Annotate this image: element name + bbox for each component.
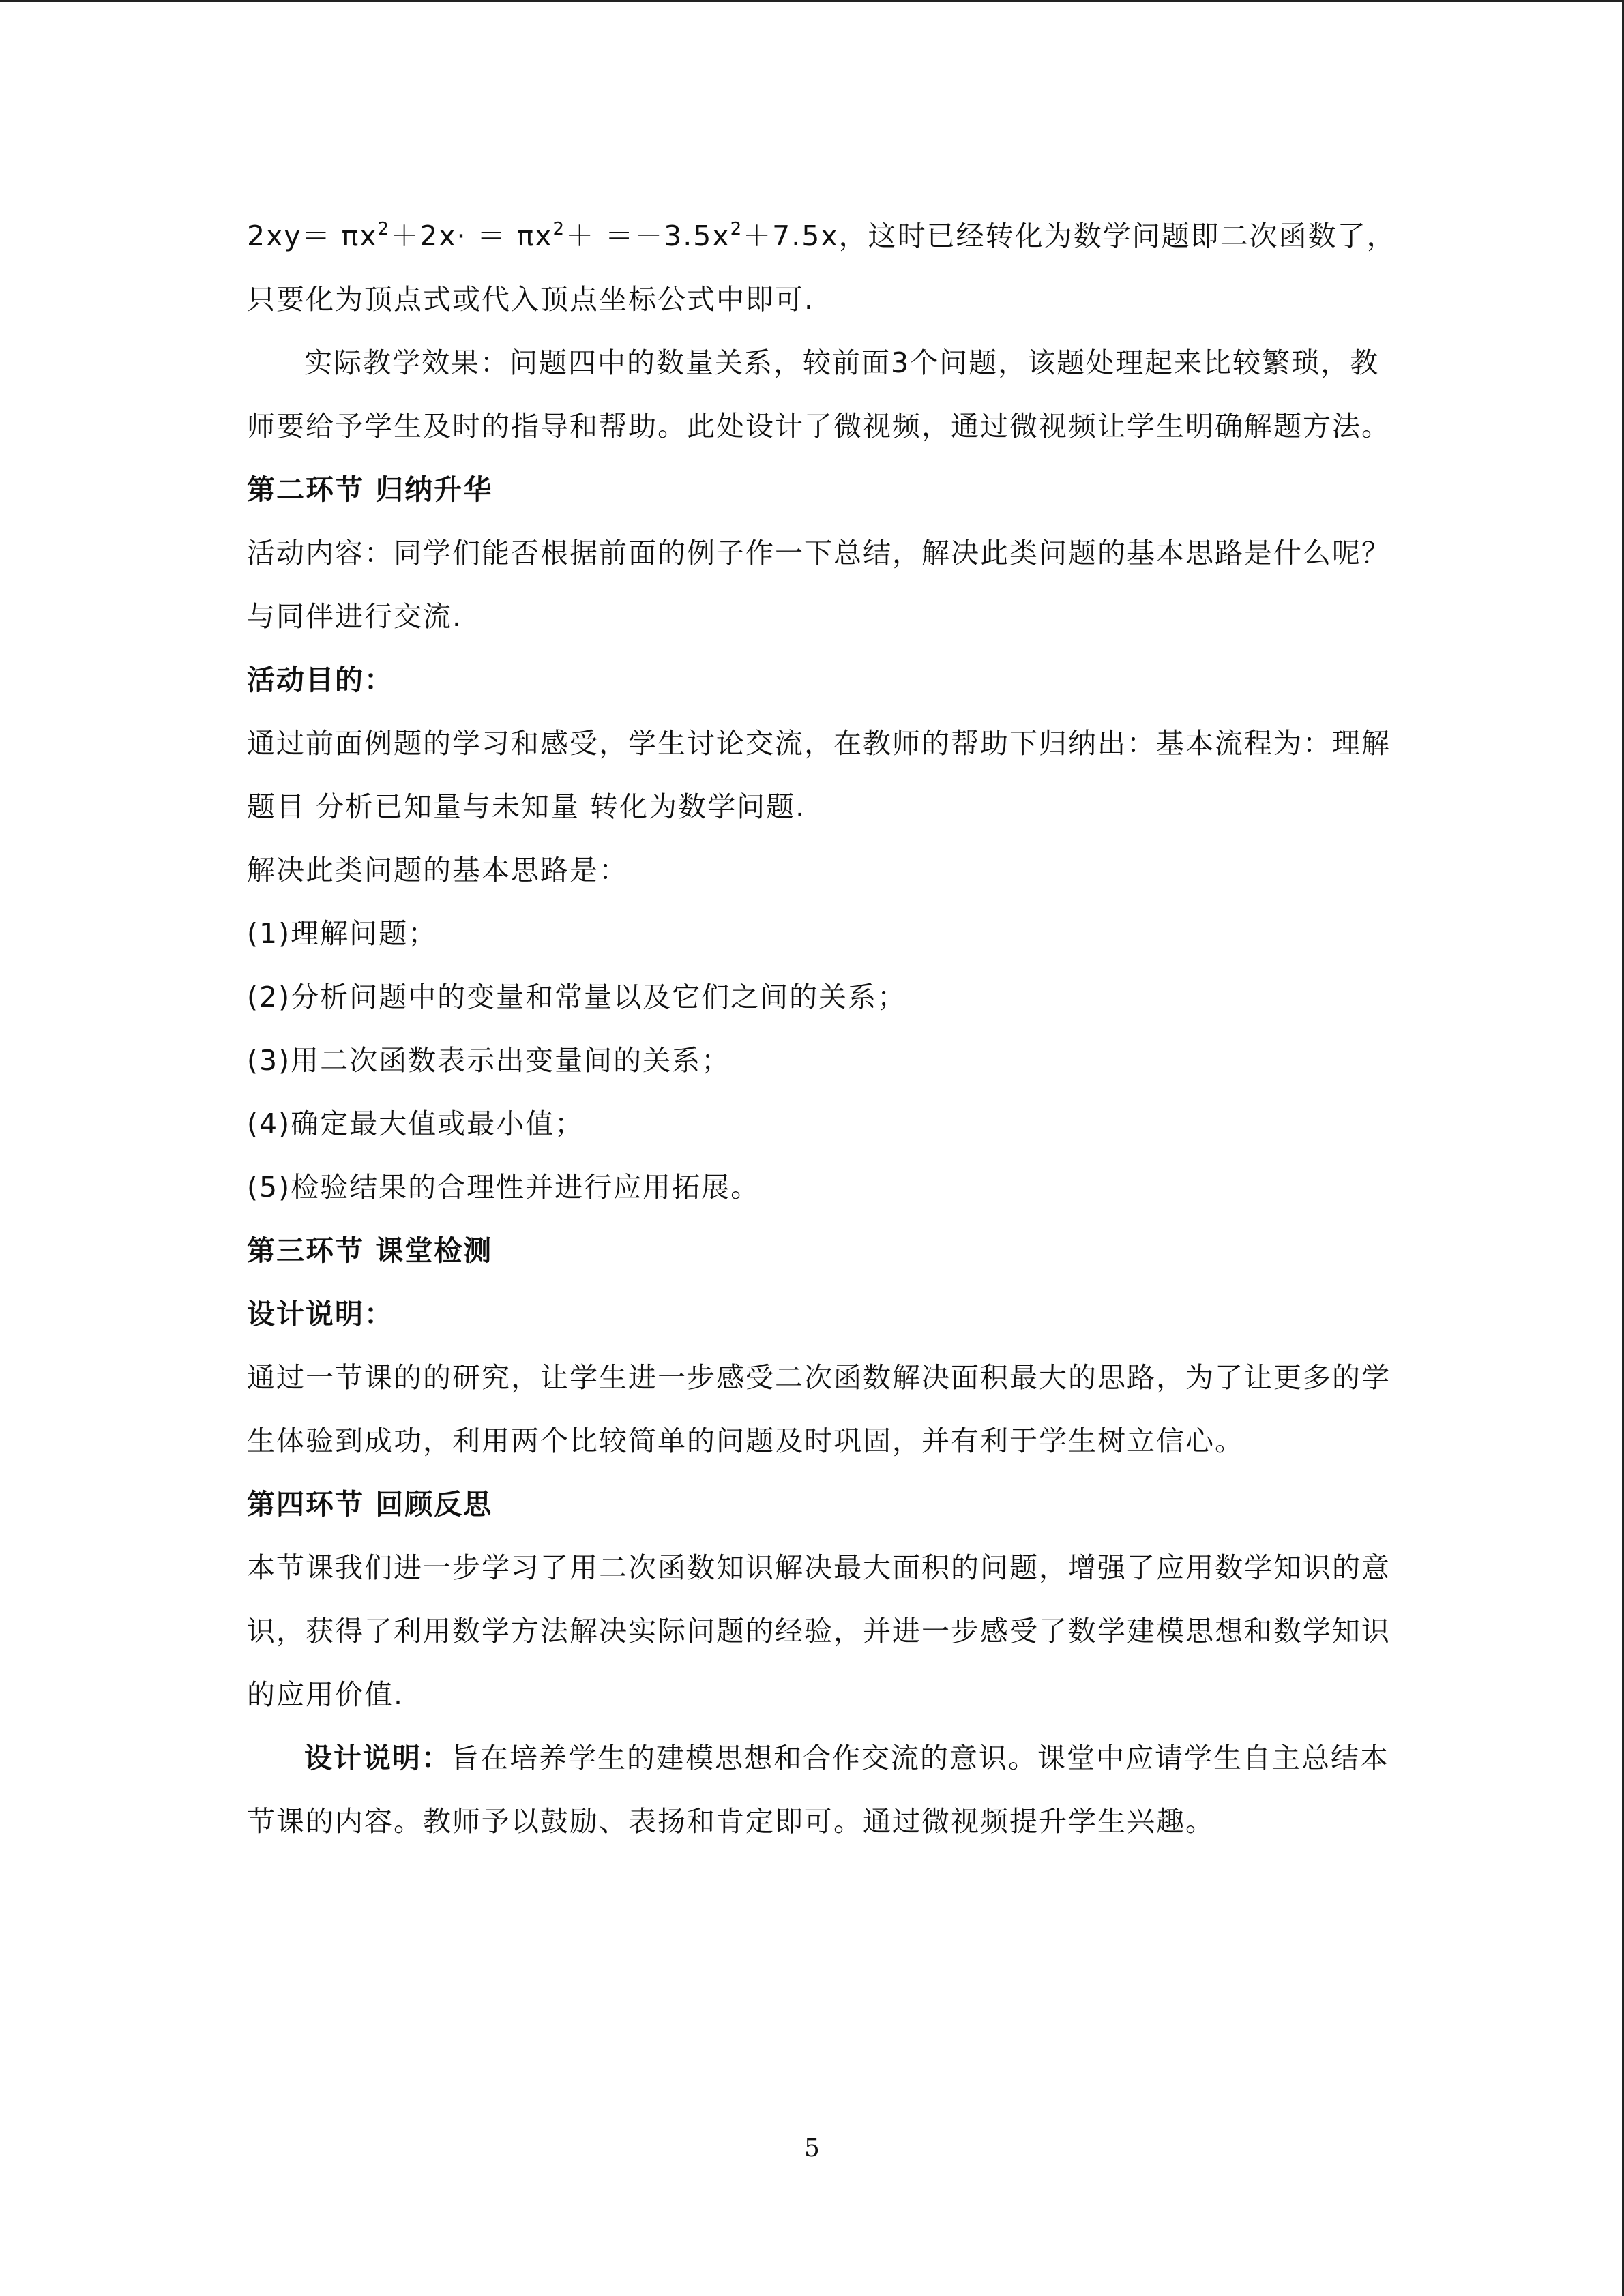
formula-part: ＋7.5x，这时已经转化为数学问题即二次函数了， xyxy=(743,220,1396,252)
subheading-activity-purpose: 活动目的： xyxy=(247,664,394,696)
design-note-label: 设计说明： xyxy=(304,1742,451,1774)
design-note-text: 旨在培养学生的建模思想和合作交流的意识。课堂中应请学生自主总结本 xyxy=(451,1742,1389,1774)
text-line: 只要化为顶点式或代入顶点坐标公式中即可. xyxy=(247,283,815,316)
text-line: 本节课我们进一步学习了用二次函数知识解决最大面积的问题，增强了应用数学知识的意 xyxy=(247,1551,1391,1584)
page-border-top xyxy=(0,0,1624,2)
final-paragraph xyxy=(247,1727,1389,1790)
section-heading-2: 第二环节 归纳升华 xyxy=(247,473,493,506)
text-line: 生体验到成功，利用两个比较简单的问题及时巩固，并有利于学生树立信心。 xyxy=(247,1425,1244,1457)
paragraph-teaching-effect: 实际教学效果：问题四中的数量关系，较前面3个问题，该题处理起来比较繁琐，教 xyxy=(304,346,1380,379)
formula-part: ＋2x· ＝ πx xyxy=(390,220,553,252)
list-item: (3)用二次函数表示出变量间的关系； xyxy=(247,1044,731,1077)
text-line: 题目 分析已知量与未知量 转化为数学问题. xyxy=(247,790,806,823)
section-heading-3: 第三环节 课堂检测 xyxy=(247,1234,493,1267)
text-line: 与同伴进行交流. xyxy=(247,600,463,633)
list-item: (4)确定最大值或最小值； xyxy=(247,1107,585,1140)
list-item: (5)检验结果的合理性并进行应用拓展。 xyxy=(247,1171,761,1204)
text-line: 通过一节课的的研究，让学生进一步感受二次函数解决面积最大的思路，为了让更多的学 xyxy=(247,1361,1391,1394)
subheading-design-note: 设计说明： xyxy=(247,1298,394,1330)
formula-exponent: 2 xyxy=(377,219,391,239)
formula-exponent: 2 xyxy=(552,219,566,239)
formula-line xyxy=(247,205,1396,268)
text-line: 解决此类问题的基本思路是： xyxy=(247,854,628,886)
text-line: 活动内容：同学们能否根据前面的例子作一下总结，解决此类问题的基本思路是什么呢？ xyxy=(247,537,1391,569)
document-body xyxy=(247,205,1396,1853)
list-item: (1)理解问题； xyxy=(247,917,438,950)
formula-exponent: 2 xyxy=(730,219,743,239)
formula-part: 2xy＝ πx xyxy=(247,220,378,252)
text-line: 通过前面例题的学习和感受，学生讨论交流，在教师的帮助下归纳出：基本流程为：理解 xyxy=(247,727,1391,760)
text-line: 识，获得了利用数学方法解决实际问题的经验，并进一步感受了数学建模思想和数学知识 xyxy=(247,1615,1391,1648)
page-number: 5 xyxy=(804,2134,820,2162)
formula-part: ＋ ＝－3.5x xyxy=(565,220,730,252)
list-item: (2)分析问题中的变量和常量以及它们之间的关系； xyxy=(247,981,907,1013)
text-line: 的应用价值. xyxy=(247,1678,404,1711)
section-heading-4: 第四环节 回顾反思 xyxy=(247,1488,493,1521)
text-line: 节课的内容。教师予以鼓励、表扬和肯定即可。通过微视频提升学生兴趣。 xyxy=(247,1805,1215,1838)
text-line: 师要给予学生及时的指导和帮助。此处设计了微视频，通过微视频让学生明确解题方法。 xyxy=(247,410,1391,443)
